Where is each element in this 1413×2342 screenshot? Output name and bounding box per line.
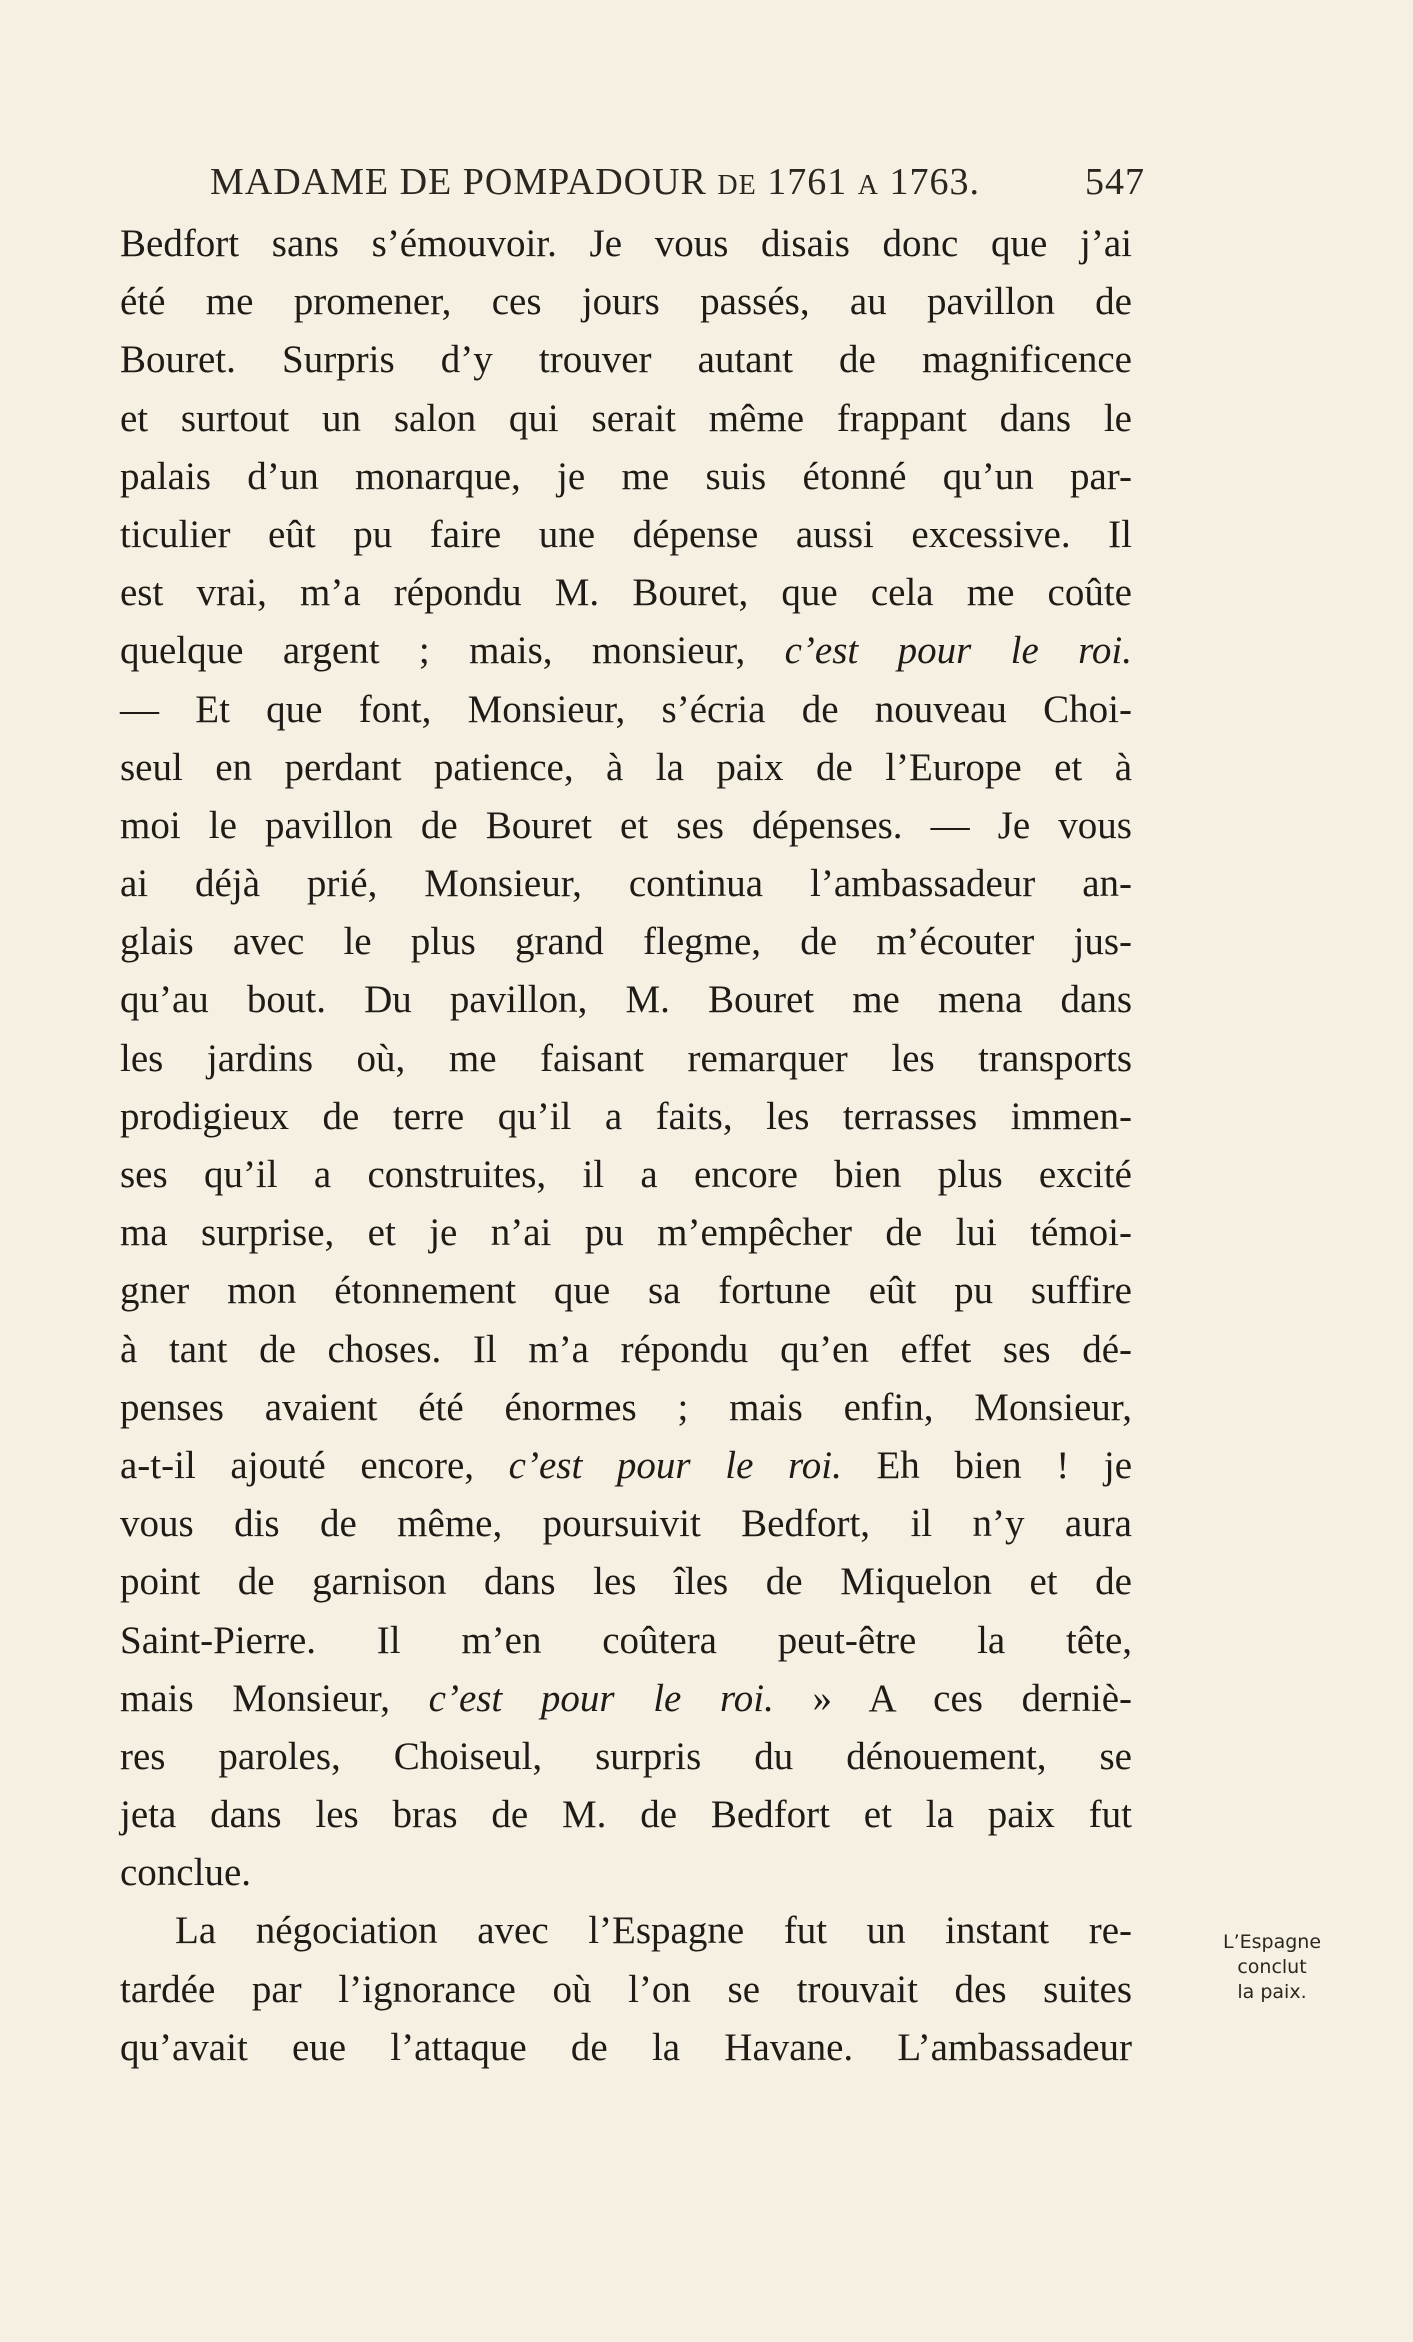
text-line: ses qu’il a construites, il a encore bien plus excité xyxy=(120,1153,1132,1196)
text-line: palais d’un monarque, je me suis étonné qu’un par- xyxy=(120,454,1132,498)
text-segment: » A ces derniè- xyxy=(812,1676,1133,1720)
text-line: prodigieux de terre qu’il a faits, les terrasses immen- xyxy=(120,1094,1132,1138)
text-line: gner mon étonnement que sa fortune eût pu suffire xyxy=(120,1269,1132,1313)
text-line: glais avec le plus grand flegme, de m’écouter jus- xyxy=(120,920,1132,964)
text-line xyxy=(120,1670,1132,1728)
italic-phrase: c’est pour le roi. xyxy=(428,1676,774,1720)
text-line: qu’au bout. Du pavillon, M. Bouret me mena dans xyxy=(120,978,1132,1022)
text-segment: a-t-il ajouté encore, xyxy=(120,1443,475,1487)
text-line: vous dis de même, poursuivit Bedfort, il n’y aura xyxy=(120,1502,1132,1546)
text-line: à tant de choses. Il m’a répondu qu’en effet ses dé- xyxy=(120,1327,1132,1371)
running-title-main: MADAME DE POMPADOUR xyxy=(210,161,707,203)
running-head xyxy=(210,160,1145,210)
text-line: Bedfort sans s’émouvoir. Je vous disais donc que j’ai xyxy=(120,222,1132,265)
running-title xyxy=(210,160,980,204)
margin-note-line: la paix. xyxy=(1237,1981,1307,2003)
text-line: point de garnison dans les îles de Miquelon et de xyxy=(120,1560,1132,1604)
text-line: res paroles, Choiseul, surpris du dénouement, se xyxy=(120,1734,1132,1778)
text-line: été me promener, ces jours passés, au pavillon de xyxy=(120,280,1132,324)
text-line: est vrai, m’a répondu M. Bouret, que cela me coûte xyxy=(120,571,1132,615)
margin-note-line: L’Espagne xyxy=(1222,1931,1322,1953)
text-line: conclue. xyxy=(120,1851,252,1895)
text-segment: quelque argent ; mais, monsieur, xyxy=(120,629,746,673)
text-segment: Eh bien ! je xyxy=(876,1443,1132,1487)
margin-note-line: conclut xyxy=(1237,1956,1307,1978)
text-line: ai déjà prié, Monsieur, continua l’ambassadeur an- xyxy=(120,862,1132,906)
margin-note xyxy=(1212,1930,1332,2005)
text-line: Bouret. Surpris d’y trouver autant de magnificence xyxy=(120,338,1132,382)
text-segment: mais Monsieur, xyxy=(120,1676,390,1720)
text-line: moi le pavillon de Bouret et ses dépenses. — Je vous xyxy=(120,803,1132,847)
text-line xyxy=(120,622,1132,680)
text-line: — Et que font, Monsieur, s’écria de nouveau Choi- xyxy=(120,687,1132,731)
text-line: jeta dans les bras de M. de Bedfort et la paix fut xyxy=(120,1793,1132,1837)
text-line xyxy=(120,1437,1132,1495)
running-title-year-start: 1761 xyxy=(767,161,848,203)
text-line: les jardins où, me faisant remarquer les transports xyxy=(120,1036,1132,1080)
text-line: penses avaient été énormes ; mais enfin, Monsieur, xyxy=(120,1385,1132,1429)
text-line: tardée par l’ignorance où l’on se trouvait des suites xyxy=(120,1967,1132,2011)
italic-phrase: c’est pour le roi. xyxy=(784,629,1132,673)
text-line: seul en perdant patience, à la paix de l’Europe et à xyxy=(120,745,1132,789)
text-line: et surtout un salon qui serait même frappant dans le xyxy=(120,396,1132,440)
running-title-year-end: 1763. xyxy=(889,161,980,203)
text-line: Saint-Pierre. Il m’en coûtera peut-être la tête, xyxy=(120,1618,1132,1662)
paragraph-start-line: La négociation avec l’Espagne fut un instant re- xyxy=(175,1909,1132,1953)
text-line: qu’avait eue l’attaque de la Havane. L’ambassadeur xyxy=(120,2025,1132,2069)
text-line: ma surprise, et je n’ai pu m’empêcher de lui témoi- xyxy=(120,1211,1132,1255)
body-text xyxy=(120,215,1132,2077)
running-title-a: A xyxy=(857,170,879,201)
page-number: 547 xyxy=(1085,161,1145,203)
running-title-de: DE xyxy=(717,170,757,201)
italic-phrase: c’est pour le roi. xyxy=(508,1443,842,1487)
text-line: ticulier eût pu faire une dépense aussi excessive. Il xyxy=(120,512,1132,556)
